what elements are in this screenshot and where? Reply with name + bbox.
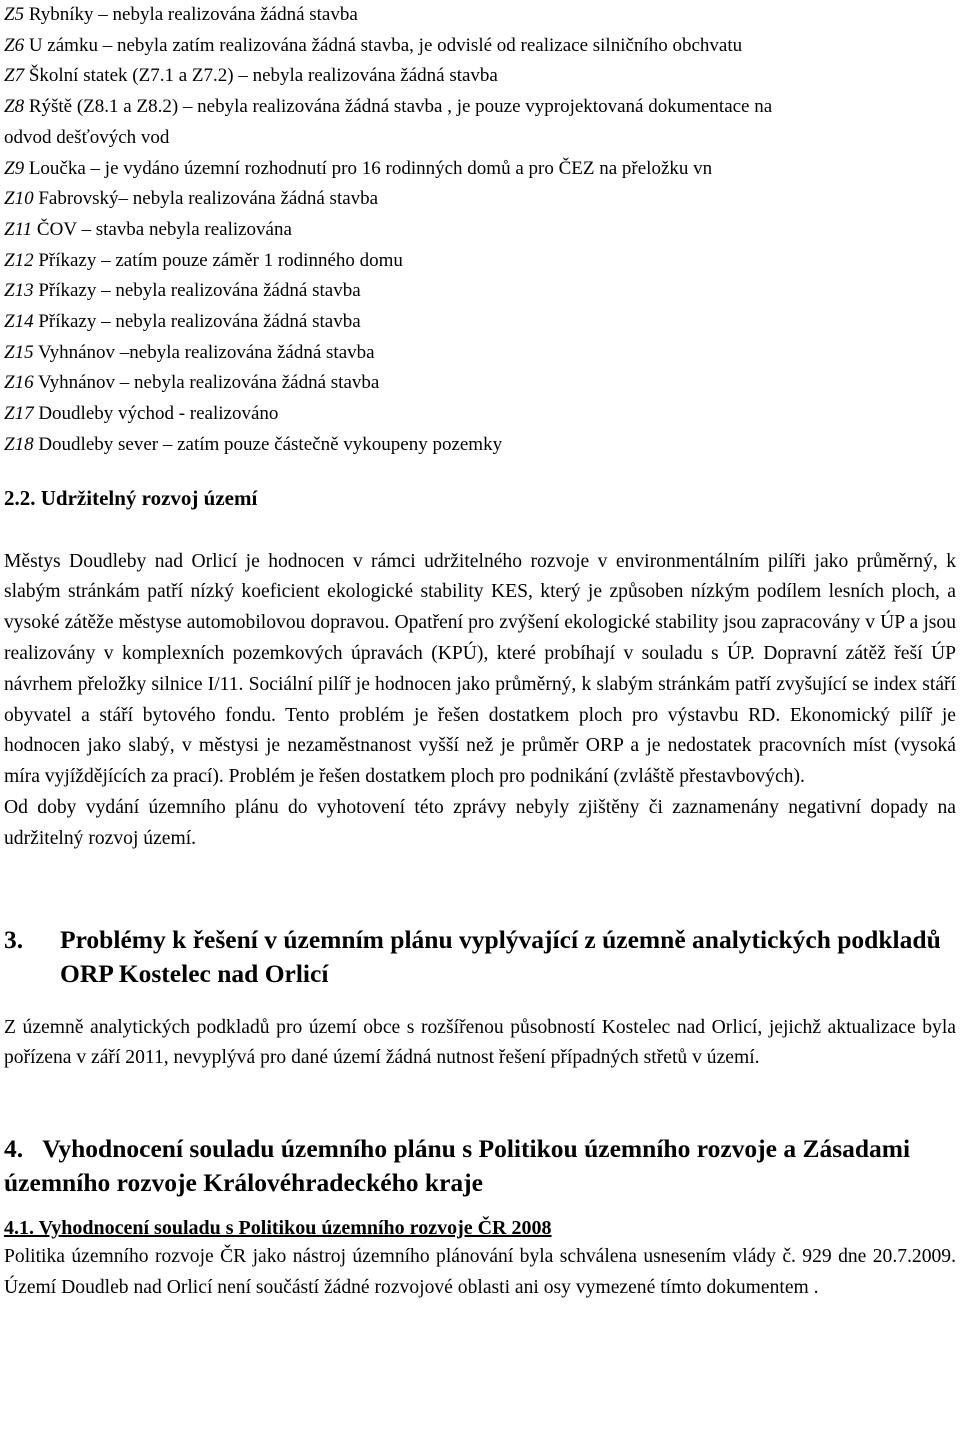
- section-4-number: 4.: [4, 1134, 24, 1164]
- zone-line: Z14 Příkazy – nebyla realizována žádná stavba: [4, 311, 361, 333]
- section-2-2-paragraph-1: Městys Doudleby nad Orlicí je hodnocen v rámci udržitelného rozvoje v environmentálním pilíři jako průměrný, k slabým stránkám patří nízký koeficient ekologické stability KES, který je způsoben nízkým podílem lesních ploch, a vysoké zátěže městyse automobilovou dopravou. Opatření pro zvýšení ekologické stability jsou zapracovány v ÚP a jsou realizovány v komplexních pozemkových úpravách (KPÚ), které probíhají v souladu s ÚP. Dopravní zátěž řeší ÚP návrhem přeložky silnice I/11. Sociální pilíř je hodnocen jako průměrný, k slabým stránkám patří zvyšující se index stáří obyvatel a stáří bytového fondu. Tento problém je řešen dostatkem ploch pro výstavbu RD. Ekonomický pilíř je hodnocen jako slabý, v městysi je nezaměstnanost vyšší než je průměr ORP a je nedostatek pracovních míst (vysoká míra vyjíždějících za prací). Problém je řešen dostatkem ploch pro podnikání (zvláště přestavbových).: [4, 550, 956, 788]
- zone-line: Z9 Loučka – je vydáno územní rozhodnutí pro 16 rodinných domů a pro ČEZ na přeložku vn: [4, 157, 713, 179]
- zone-line: Z5 Rybníky – nebyla realizována žádná stavba: [4, 4, 358, 25]
- zone-line: Z12 Příkazy – zatím pouze záměr 1 rodinného domu: [4, 249, 403, 271]
- zone-list: [4, 0, 956, 461]
- zone-line: Z10 Fabrovský– nebyla realizována žádná stavba: [4, 188, 379, 210]
- zone-line: Z11 ČOV – stavba nebyla realizována: [4, 218, 292, 240]
- section-4-heading: [4, 1132, 956, 1200]
- section-3-title: Problémy k řešení v územním plánu vyplývající z územně analytických podkladů ORP Kostelec nad Orlicí: [60, 924, 941, 988]
- zone-line: Z8 Rýště (Z8.1 a Z8.2) – nebyla realizována žádná stavba , je pouze vyprojektovaná dokumentace na: [4, 96, 773, 118]
- zone-line: Z15 Vyhnánov –nebyla realizována žádná stavba: [4, 341, 375, 363]
- section-3-heading: [4, 923, 956, 991]
- zone-line: odvod dešťových vod: [4, 126, 170, 148]
- section-3-number: 3.: [4, 924, 24, 954]
- zone-line: Z13 Příkazy – nebyla realizována žádná stavba: [4, 280, 361, 302]
- zone-line: Z16 Vyhnánov – nebyla realizována žádná stavba: [4, 372, 380, 394]
- section-3-paragraph: Z územně analytických podkladů pro území obce s rozšířenou působností Kostelec nad Orlicí, jejichž aktualizace byla pořízena v září 2011, nevyplývá pro dané území žádná nutnost řešení případných střetů v území.: [4, 1016, 956, 1069]
- section-2-2-paragraph-2: Od doby vydání územního plánu do vyhotovení této zprávy nebyly zjištěny či zaznamenány negativní dopady na udržitelný rozvoj území.: [4, 796, 956, 849]
- section-4-title: 4. Vyhodnocení souladu územního plánu s Politikou územního rozvoje a Zásadami územního rozvoje Královéhradeckého kraje: [4, 1134, 911, 1198]
- section-2-2-heading: 2.2. Udržitelný rozvoj území: [4, 485, 258, 510]
- zone-line: Z18 Doudleby sever – zatím pouze částečně vykoupeny pozemky: [4, 433, 503, 455]
- zone-line: Z17 Doudleby východ - realizováno: [4, 403, 279, 425]
- zone-line: Z6 U zámku – nebyla zatím realizována žádná stavba, je odvislé od realizace silničního obchvatu: [4, 34, 743, 56]
- zone-line: Z7 Školní statek (Z7.1 a Z7.2) – nebyla realizována žádná stavba: [4, 65, 498, 87]
- section-4-1-heading: 4.1. Vyhodnocení souladu s Politikou územního rozvoje ČR 2008: [4, 1217, 552, 1240]
- section-4-1-paragraph: Politika územního rozvoje ČR jako nástroj územního plánování byla schválena usnesením vlády č. 929 dne 20.7.2009. Území Doudleb nad Orlicí není součástí žádné rozvojové oblasti ani osy vymezené tímto dokumentem .: [4, 1246, 956, 1298]
